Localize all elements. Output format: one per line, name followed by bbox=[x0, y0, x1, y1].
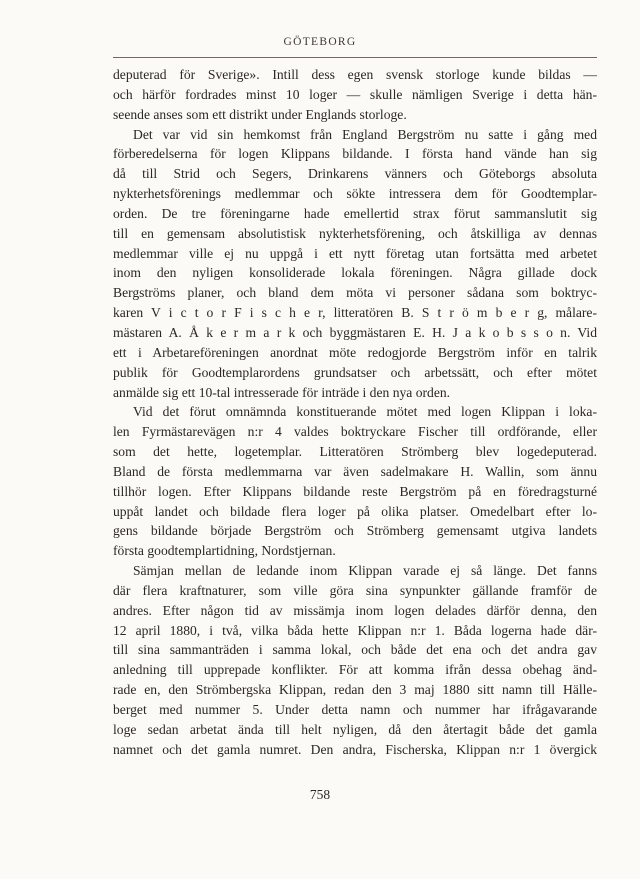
text-line: Vid det förut omnämnda konstituerande mötet med logen Klippan i loka- bbox=[133, 404, 597, 420]
running-title: GÖTEBORG bbox=[283, 36, 357, 48]
text-line: Sämjan mellan de ledande inom Klippan varade ej så länge. Det fanns bbox=[133, 563, 597, 579]
text-line: till en gemensam absolutistisk nykterhetsförening, och åtskilliga av dennas bbox=[113, 225, 597, 241]
text-line: publik för Goodtemplarordens grundsatser och arbetssätt, och efter mötet bbox=[113, 364, 597, 380]
text-line: Bergströms planer, och bland dem möta vi personer sådana som boktryc- bbox=[113, 285, 597, 301]
text-line: 12 april 1880, i två, vilka båda hette Klippan n:r 1. Båda logerna hade där- bbox=[113, 622, 597, 638]
text-line: till sina sammanträden i samma lokal, och både det ena och det andra gav bbox=[113, 642, 597, 658]
text-line: nykterhetsförenings medlemmar och sökte intressera dem för Goodtemplar- bbox=[113, 186, 597, 202]
text-line: gens bildande började Bergström och Strömberg gemensamt utgiva landets bbox=[113, 523, 597, 539]
text-line: förberedelserna för logen Klippans bildande. I första hand vände han sig bbox=[113, 146, 597, 162]
text-line: loge sedan arbetat ända till helt nyligen, då den återtagit både det gamla bbox=[113, 721, 597, 737]
text-line: ett i Arbetareföreningen anordnat möte redogjorde Bergström inför en talrik bbox=[113, 344, 597, 360]
text-line: och härför fordrades minst 10 loger — skulle nämligen Sverige i detta hän- bbox=[113, 86, 597, 102]
text-line: där flera kraftnaturer, som ville göra sina synpunkter gällande framför de bbox=[113, 582, 597, 598]
text-line: anmälde sig ett 10-tal intresserade för inträde i den nya orden. bbox=[113, 384, 451, 400]
text-line: medlemmar ville ej nu uppgå i ett nytt företag utan fortsätta med arbetet bbox=[113, 245, 597, 261]
text-line: som det hette, logetemplar. Litteratören Strömberg blev logedeputerad. bbox=[113, 444, 597, 460]
text-line: rade en, den Strömbergska Klippan, redan den 3 maj 1880 sitt namn till Hälle- bbox=[113, 682, 597, 698]
text-line: andres. Efter någon tid av missämja inom logen delades därför denna, den bbox=[113, 602, 597, 618]
text-line: namnet och det gamla numret. Den andra, Fischerska, Klippan n:r 1 övergick bbox=[113, 741, 597, 757]
text-line: mästaren A. Å k e r m a r k och byggmästaren E. H. J a k o b s s o n. Vid bbox=[113, 324, 597, 340]
text-line: Det var vid sin hemkomst från England Bergström nu satte i gång med bbox=[133, 126, 597, 142]
text-line: karen V i c t o r F i s c h e r, litteratören B. S t r ö m b e r g, målare- bbox=[113, 305, 597, 321]
text-line: inom den nyligen konsoliderade lokala föreningen. Några gillade dock bbox=[113, 265, 597, 281]
text-line: len Fyrmästarevägen n:r 4 valdes boktryckare Fischer till ordförande, eller bbox=[113, 424, 597, 440]
page-number: 758 bbox=[309, 787, 331, 802]
header-rule bbox=[113, 57, 597, 58]
text-line: orden. De tre föreningarne hade emellertid strax förut sammanslutit sig bbox=[113, 205, 597, 221]
text-line: då till Strid och Segers, Drinkarens vänners och Göteborgs absoluta bbox=[113, 166, 597, 182]
text-line: seende anses som ett distrikt under Englands storloge. bbox=[113, 106, 407, 122]
text-line: tillhör logen. Efter Klippans bildande reste Bergström på en föredragsturné bbox=[113, 483, 597, 499]
text-line: Bland de första medlemmarna var även sadelmakare H. Wallin, som ännu bbox=[113, 463, 597, 479]
text-line: berget med nummer 5. Under detta namn och nummer har ifrågavarande bbox=[113, 702, 597, 717]
text-line: anledning till upprepade konflikter. För att komma ifrån dessa obehag änd- bbox=[113, 662, 597, 678]
body-text bbox=[113, 65, 597, 760]
text-line: uppåt landet och bildade flera loger på olika platser. Omedelbart efter lo- bbox=[113, 503, 597, 519]
text-line: första goodtemplartidning, Nordstjernan. bbox=[113, 543, 336, 559]
text-line: deputerad för Sverige». Intill dess egen svensk storloge kunde bildas — bbox=[113, 67, 597, 82]
